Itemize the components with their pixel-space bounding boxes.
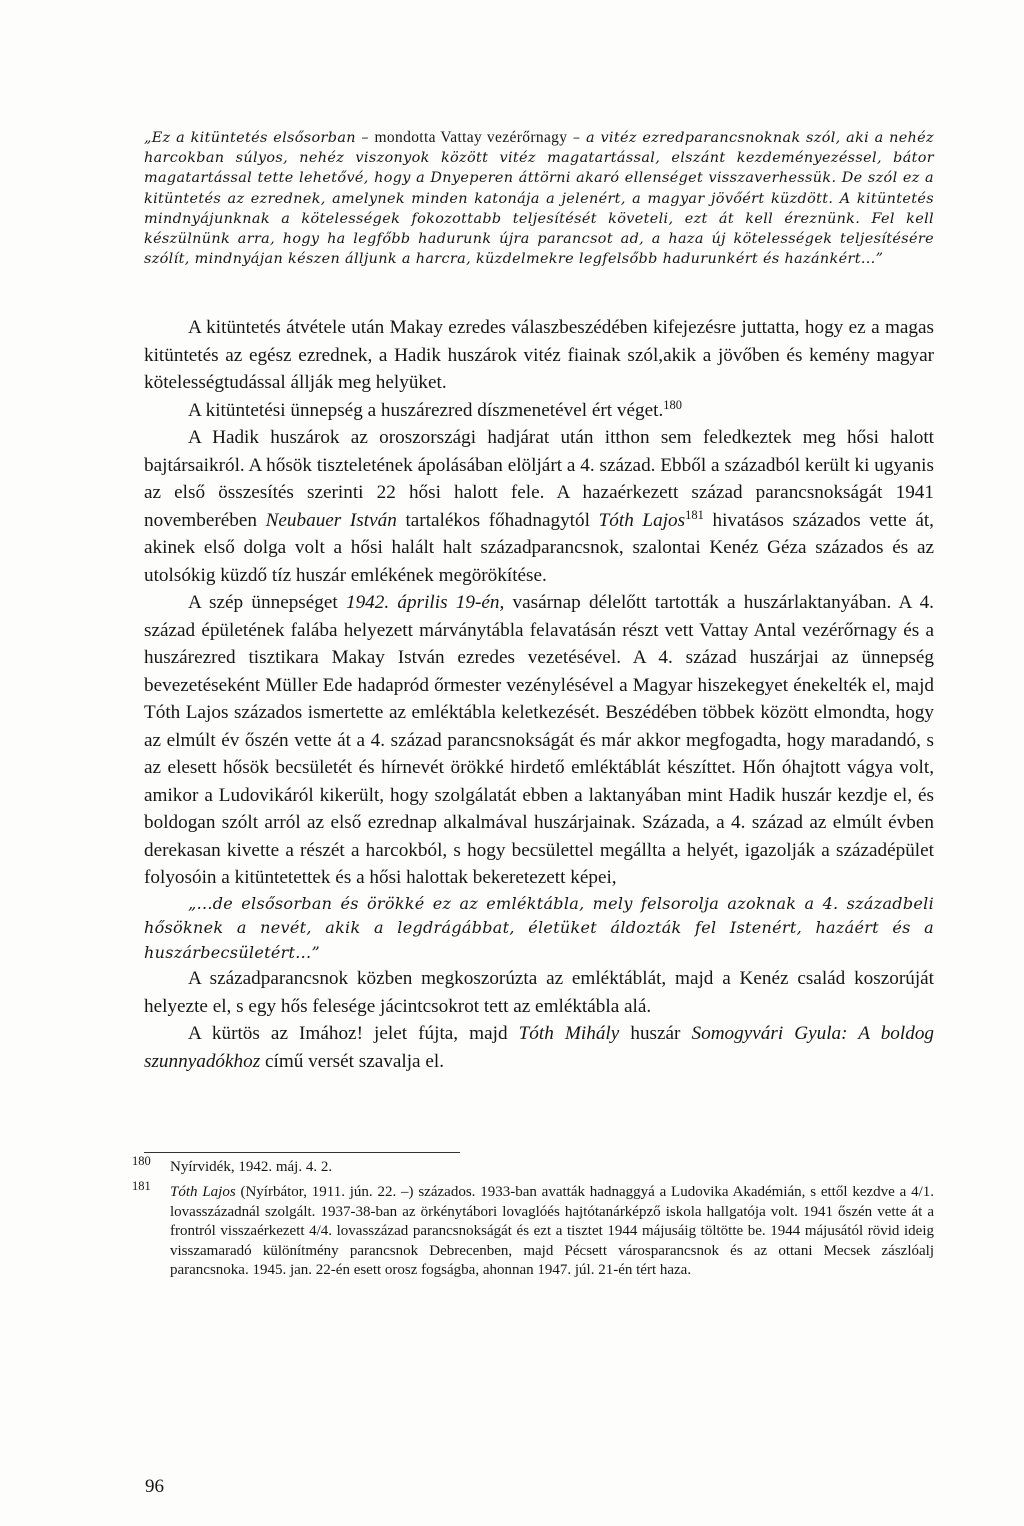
body-text bbox=[144, 314, 934, 1075]
quote-speaker: mondotta Vattay vezérőrnagy bbox=[374, 129, 568, 146]
paragraph-1: A kitüntetés átvétele után Makay ezredes válaszbeszédében kifejezésre juttatta, hogy ez a magas kitüntetés az egész ezrednek, a Hadik huszárok vitéz fiainak szól,akik a jövőben és kemény magyar kötelességtudással állják meg helyüket. bbox=[144, 317, 934, 393]
footnote-ref-180[interactable]: 180 bbox=[663, 397, 682, 412]
quote-rest: – a vitéz ezredparancsnoknak szól, aki a nehéz harcokban súlyos, nehéz viszonyok között vitéz magatartással, elszánt kezdeményezéssel, bátor magatartással tette lehetővé, hogy a Dnyeperen áttörni akaró ellenséget visszaverhessük. De szól ez a kitüntetés az ezrednek, amelynek minden katonája a jelenért, a magyar jövőért küzdött. A kitüntetés mindnyájunknak a kötelességek fokozottabb teljesítését követeli, ezt át kell éreznünk. Fel kell készülnünk arra, hogy ha legfőbb hadurunk újra parancsot ad, a haza új kötelességek teljesítésére szólít, mindnyájan készen álljunk a harcra, küzdelmekre legfelsőbb hadurunkért és hazánkért...” bbox=[144, 130, 934, 268]
paragraph-5: A századparancsnok közben megkoszorúzta az emléktáblát, majd a Kenéz család koszorúját helyezte el, s egy hős felesége jácintcsokrot tett az emléktábla alá. bbox=[144, 968, 934, 1017]
footnote-number: 180 bbox=[132, 1154, 151, 1168]
footnote-person-name: Tóth Lajos bbox=[170, 1184, 236, 1201]
paragraph-2-text: A kitüntetési ünnepség a huszárezred díszmenetével ért véget. bbox=[188, 399, 664, 421]
paragraph-3-text-c: hivatásos százados vette át, akinek első dolga volt a hősi halált halt századparancsnok, szalontai Kenéz Géza százados és az utolsókig küzdő tíz huszár emlékének megörökítése. bbox=[144, 509, 934, 586]
paragraph-6-text-b: huszár bbox=[619, 1023, 692, 1044]
person-name-toth-lajos: Tóth Lajos bbox=[598, 509, 686, 531]
footnote-number: 181 bbox=[132, 1179, 151, 1194]
footnote-ref-181[interactable]: 181 bbox=[685, 507, 704, 522]
plaque-quotation: „...de elsősorban és örökké ez az emléktábla, mely felsorolja azoknak a 4. századbeli hősöknek a nevét, akik a legdrágábbat, életüket áldozták fel Istenért, hazáért és a huszárbecsületért...” bbox=[144, 893, 934, 962]
person-name-neubauer: Neubauer István bbox=[265, 509, 397, 531]
paragraph-6-text-c: című versét szavalja el. bbox=[260, 1050, 444, 1072]
page-number: 96 bbox=[145, 1476, 164, 1497]
footnote-text: Nyírvidék, 1942. máj. 4. 2. bbox=[170, 1159, 333, 1175]
paragraph-3-text-a: A Hadik huszárok az oroszországi hadjárat után itthon sem feledkeztek meg hősi halott bajtársaikról. A hősök tiszteletének ápolásában elöljárt a 4. század. Ebből a századból került ki ugyanis az első összesítés szerinti 22 hősi halott fele. A hazaérkezett század parancsnokságát 1941 novemberében bbox=[144, 427, 934, 531]
paragraph-4-text-b: vasárnap délelőtt tartották a huszárlaktanyában. A 4. század épületének falába helyezett márványtábla felavatásán részt vett Vattay Antal vezérőrnagy és a huszárezred tisztikara Makay István ezredes vezetésével. A 4. század huszárjai az ünnepség bevezetéseként Müller Ede hadapród őrmester vezénylésével a Magyar hiszekegyet énekelték el, majd Tóth Lajos százados ismertette az emléktábla keletkezését. Beszédében többek között elmondta, hogy az elmúlt év őszén vette át a 4. század parancsnokságát és már akkor megfogadta, hogy maradandó, s az elesett hősök becsületét és hírnevét örökké hirdető emléktáblát készíttet. Hőn óhajtott vágya volt, amikor a Ludovikáról kikerült, hogy szolgálatát ebben a laktanyában mint Hadik huszár kezdje el, és boldogan szólt arról az első ezrednap alkalmával huszárjainak. Százada, a 4. század az elmúlt évben derekasan kivette a részét a harcokból, s hogy becsülettel megállta a helyét, igazolják a századépület folyosóin a kitüntetettek és a hősi halottak bekeretezett képei, bbox=[144, 592, 934, 888]
person-name-toth-mihaly: Tóth Mihály bbox=[518, 1023, 620, 1044]
footnote-text: (Nyírbátor, 1911. jún. 22. –) százados. 1933-ban avatták hadnaggyá a Ludovika Akadémián, s ettől kezdve a 4/1. lovasszázadnál szolgált. 1937-38-ban az örkénytábori lovaglóés hajtótanárképző iskola hallgatója volt. 1941 őszén vette át a frontról visszaérkezett 4/4. lovasszázad parancsnokságát és ezt a tisztet 1944 májusáig töltötte be. 1944 májusától rövid ideig visszamaradó különítmény parancsnok Debrecenben, majd Pécsett városparancsnok és az ottani Mecsek zászlóalj parancsnoka. 1945. jan. 22-én esett orosz fogságba, ahonnan 1947. júl. 21-én tért haza. bbox=[170, 1184, 935, 1279]
quote-open: „Ez a kitüntetés elsősorban – bbox=[144, 130, 375, 146]
footnote-separator bbox=[144, 1152, 460, 1153]
paragraph-3-text-b: tartalékos főhadnagytól bbox=[396, 509, 599, 531]
paragraph-3 bbox=[144, 424, 934, 589]
footnote-181 bbox=[126, 1179, 935, 1280]
paragraph-4 bbox=[144, 589, 934, 892]
paragraph-4-text-a: A szép ünnepséget bbox=[188, 592, 346, 613]
paragraph-2 bbox=[144, 397, 934, 425]
footnote-180 bbox=[126, 1154, 934, 1177]
paragraph-6-text-a: A kürtös az Imához! jelet fújta, majd bbox=[188, 1023, 519, 1044]
poem-title: Somogyvári Gyula: A boldog szunnyadókhoz bbox=[144, 1023, 935, 1072]
paragraph-6 bbox=[144, 1020, 934, 1075]
event-date: 1942. április 19-én, bbox=[345, 592, 505, 613]
opening-quotation bbox=[144, 128, 934, 269]
footnotes bbox=[126, 1154, 935, 1280]
